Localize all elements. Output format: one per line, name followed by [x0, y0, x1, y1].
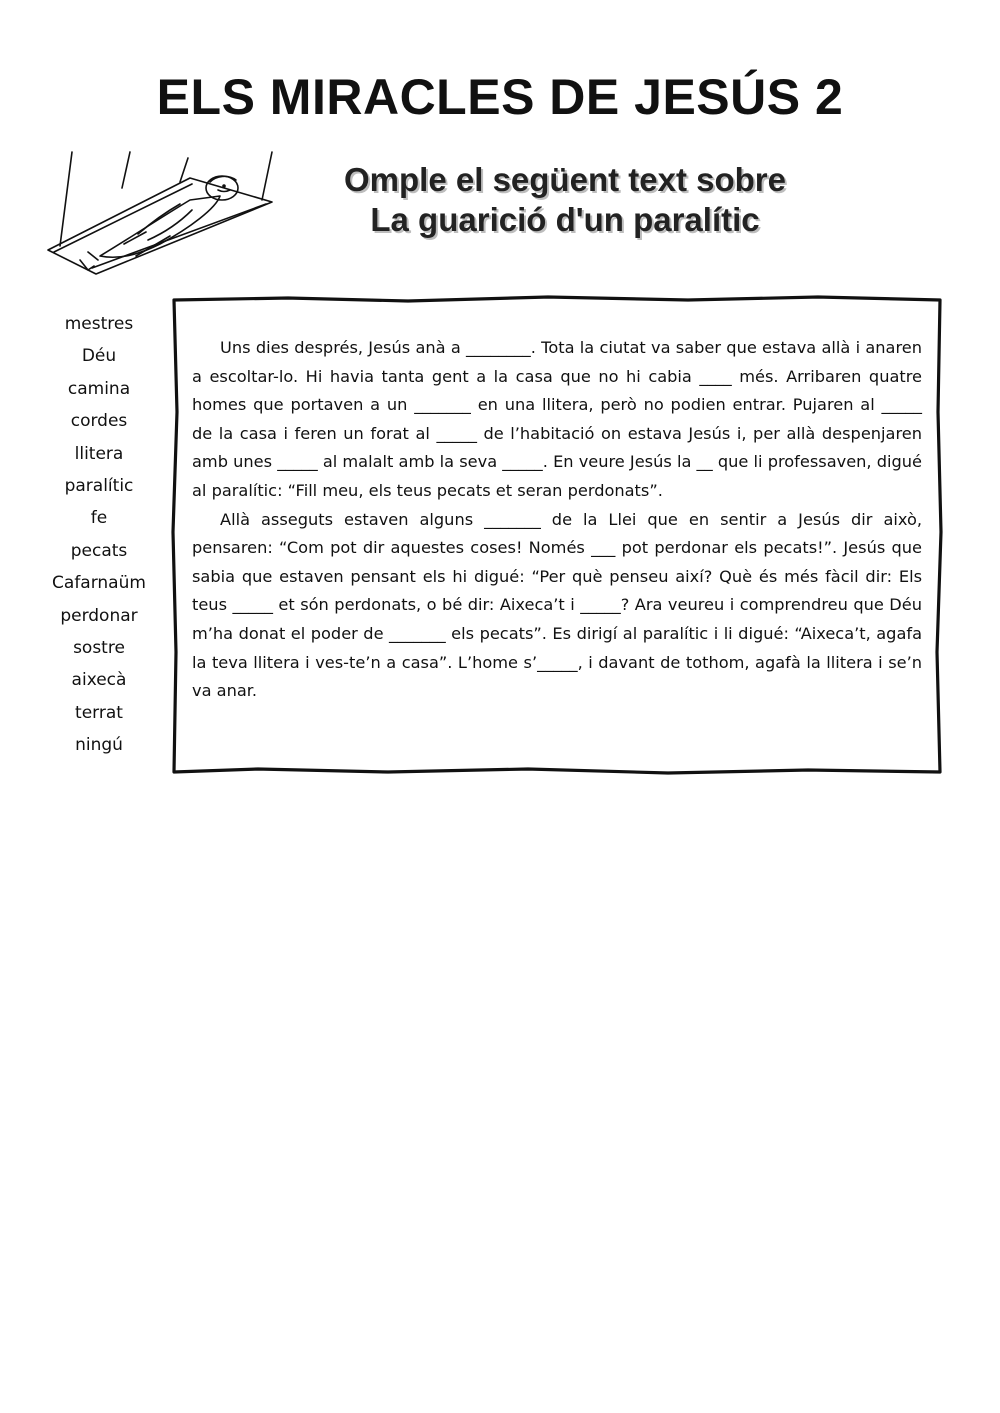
word-bank-item: perdonar [60, 605, 138, 626]
passage-paragraph-2: Allà asseguts estaven alguns _______ de la Llei que en sentir a Jesús dir això, pensaren: “Com pot dir aquestes coses! Només ___ pot perdonar els pecats!”. Jesús que sabia que estaven pensant els hi digué: “Per què penseu així? Què és més fàcil dir: Els teus _____ et són perdonats, o bé dir: Aixeca’t i _____? Ara veureu i comprendreu que Déu m’ha donat el poder de _______ els pecats”. Es dirigí al paralític i li digué: “Aixeca’t, agafa la teva llitera i ves-te’n a casa”. L’home s’_____, i davant de tothom, agafà la llitera i se’n va anar. [192, 509, 922, 701]
word-bank-item: llitera [74, 443, 124, 464]
mat [48, 178, 272, 274]
word-bank-item: camina [67, 378, 131, 399]
word-bank-item: sostre [73, 637, 125, 658]
word-bank-item: paralític [64, 475, 134, 496]
rope-left [60, 152, 72, 246]
word-bank-item: Cafarnaüm [52, 573, 146, 594]
rope-mid [122, 152, 130, 188]
passage-paragraph-1: Uns dies després, Jesús anà a ________. Tota la ciutat va saber que estava allà i anaren a escoltar-lo. Hi havia tanta gent a la casa que no hi cabia ____ més. Arribaren quatre homes que portaven a un _______ en una llitera, però no podien entrar. Pujaren al _____ de la casa i feren un forat al _____ de l’habitació on estava Jesús i, per allà despenjaren amb unes _____ al malalt amb la seva _____. En veure Jesús la __ que li professaven, digué al paralític: “Fill meu, els teus pecats et seran perdonats”. [192, 338, 922, 500]
rope-right [262, 152, 272, 200]
instructions-heading [290, 160, 840, 240]
word-bank-item: terrat [75, 702, 123, 723]
word-bank-item: cordes [70, 411, 128, 432]
word-bank-item: Déu [81, 346, 117, 367]
paralytic-on-mat-illustration [40, 148, 280, 288]
subtitle-line-2: La guarició d'un paralític [370, 201, 760, 238]
word-bank-item: aixecà [71, 670, 127, 691]
subtitle-line-1: Omple el següent text sobre [344, 161, 786, 198]
word-bank-item: mestres [64, 314, 134, 334]
word-bank [40, 308, 158, 761]
word-bank-item: ningú [75, 735, 123, 756]
word-bank-item: pecats [70, 540, 128, 561]
page-title: ELS MIRACLES DE JESÚS 2 [156, 69, 844, 125]
word-bank-item: fe [90, 508, 108, 529]
fill-in-passage [192, 334, 922, 706]
